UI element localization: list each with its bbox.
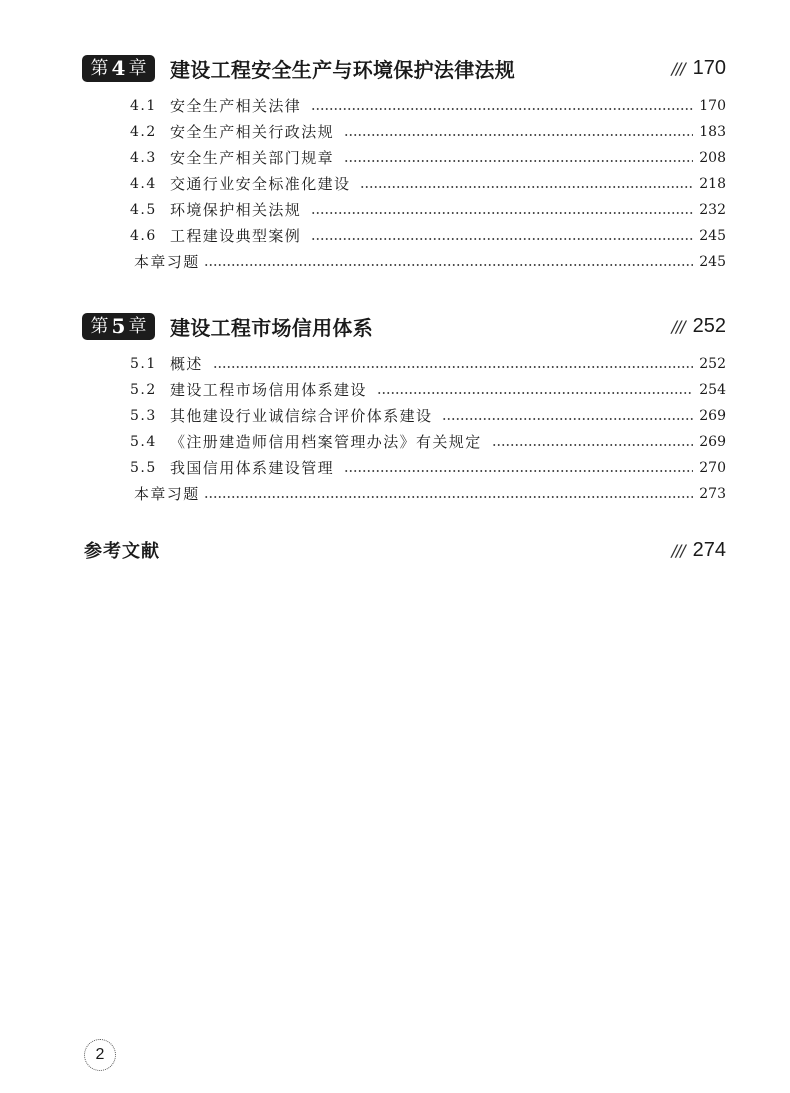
- section-title: 安全生产相关部门规章: [170, 149, 335, 167]
- section-title: 概述: [170, 355, 203, 373]
- section-list: [130, 351, 726, 507]
- dot-leader: [344, 145, 693, 171]
- toc-entry: [130, 377, 726, 403]
- dot-leader: [311, 93, 693, 119]
- chapter-page-number: 252: [692, 315, 726, 337]
- chapter-5-section: [82, 313, 726, 507]
- chapter-header: [82, 313, 726, 340]
- toc-entry: [130, 119, 726, 145]
- references-entry: [84, 537, 726, 563]
- section-number: 4.4: [130, 176, 157, 192]
- dot-leader: [204, 249, 694, 275]
- toc-entry: [130, 403, 726, 429]
- section-page-number: 270: [699, 460, 726, 476]
- section-page-number: 183: [699, 124, 726, 140]
- references-page-number: 274: [692, 538, 726, 561]
- chapter-label-badge: [82, 313, 155, 340]
- dot-leader: [442, 403, 693, 429]
- section-number: 4.5: [130, 202, 157, 218]
- toc-entry-exercises: [132, 249, 726, 275]
- toc-entry: [130, 351, 726, 377]
- page-number-circle: [84, 1039, 116, 1071]
- section-page-number: 254: [699, 382, 726, 398]
- page-number: 2: [95, 1046, 105, 1063]
- toc-entry: [130, 93, 726, 119]
- page-marker: ///: [671, 59, 685, 78]
- toc-entry: [130, 429, 726, 455]
- section-title: 安全生产相关行政法规: [170, 123, 335, 141]
- dot-leader: [213, 351, 693, 377]
- chapter-label-suffix: 章: [128, 58, 147, 79]
- exercises-title: 本章习题: [134, 253, 200, 271]
- chapter-label-prefix: 第: [90, 316, 109, 337]
- toc-entry-exercises: [132, 481, 726, 507]
- section-page-number: 245: [699, 228, 726, 244]
- exercises-page-number: 273: [699, 486, 726, 502]
- dot-leader: [344, 455, 693, 481]
- section-number: 4.6: [130, 228, 157, 244]
- references-page: [671, 539, 726, 562]
- toc-entry: [130, 171, 726, 197]
- exercises-page-number: 245: [699, 254, 726, 270]
- section-number: 5.1: [130, 356, 157, 372]
- dot-leader: [360, 171, 693, 197]
- section-number: 5.2: [130, 382, 157, 398]
- section-title: 建设工程市场信用体系建设: [170, 381, 367, 399]
- dot-leader: [377, 377, 693, 403]
- section-list: [130, 93, 726, 249]
- chapter-page: [671, 315, 726, 338]
- chapter-title: 建设工程安全生产与环境保护法律法规: [170, 58, 516, 82]
- section-title: 交通行业安全标准化建设: [170, 175, 351, 193]
- chapter-page: [671, 57, 726, 80]
- section-number: 4.3: [130, 150, 157, 166]
- section-title: 《注册建造师信用档案管理办法》有关规定: [170, 433, 482, 451]
- section-number: 5.4: [130, 434, 157, 450]
- section-page-number: 269: [699, 434, 726, 450]
- section-number: 5.3: [130, 408, 157, 424]
- references-title: 参考文献: [84, 541, 160, 562]
- toc-entry: [130, 455, 726, 481]
- section-title: 其他建设行业诚信综合评价体系建设: [170, 407, 433, 425]
- section-page-number: 170: [699, 98, 726, 114]
- dot-leader: [492, 429, 694, 455]
- chapter-page-number: 170: [692, 57, 726, 79]
- exercises-title: 本章习题: [134, 485, 200, 503]
- dot-leader: [311, 197, 693, 223]
- exercise-list: [132, 249, 726, 275]
- dot-leader: [344, 119, 693, 145]
- section-title: 我国信用体系建设管理: [170, 459, 335, 477]
- chapter-number: 4: [111, 56, 126, 80]
- section-number: 5.5: [130, 460, 157, 476]
- toc-entry: [130, 223, 726, 249]
- section-number: 4.1: [130, 98, 157, 114]
- section-page-number: 232: [699, 202, 726, 218]
- chapter-4-section: [82, 55, 726, 249]
- chapter-number: 5: [111, 314, 126, 338]
- section-title: 安全生产相关法律: [170, 97, 302, 115]
- toc-entry: [130, 145, 726, 171]
- section-number: 4.2: [130, 124, 157, 140]
- section-title: 环境保护相关法规: [170, 201, 302, 219]
- chapter-label-prefix: 第: [90, 58, 109, 79]
- section-page-number: 269: [699, 408, 726, 424]
- section-title: 工程建设典型案例: [170, 227, 302, 245]
- toc-entry: [130, 197, 726, 223]
- chapter-label-badge: [82, 55, 155, 82]
- chapter-header: [82, 55, 726, 82]
- section-page-number: 218: [699, 176, 726, 192]
- chapter-title: 建设工程市场信用体系: [170, 316, 373, 340]
- page-marker: ///: [671, 540, 685, 560]
- dot-leader: [204, 481, 694, 507]
- page-marker: ///: [671, 317, 685, 336]
- section-page-number: 208: [699, 150, 726, 166]
- dot-leader: [311, 223, 693, 249]
- chapter-label-suffix: 章: [128, 316, 147, 337]
- section-page-number: 252: [699, 356, 726, 372]
